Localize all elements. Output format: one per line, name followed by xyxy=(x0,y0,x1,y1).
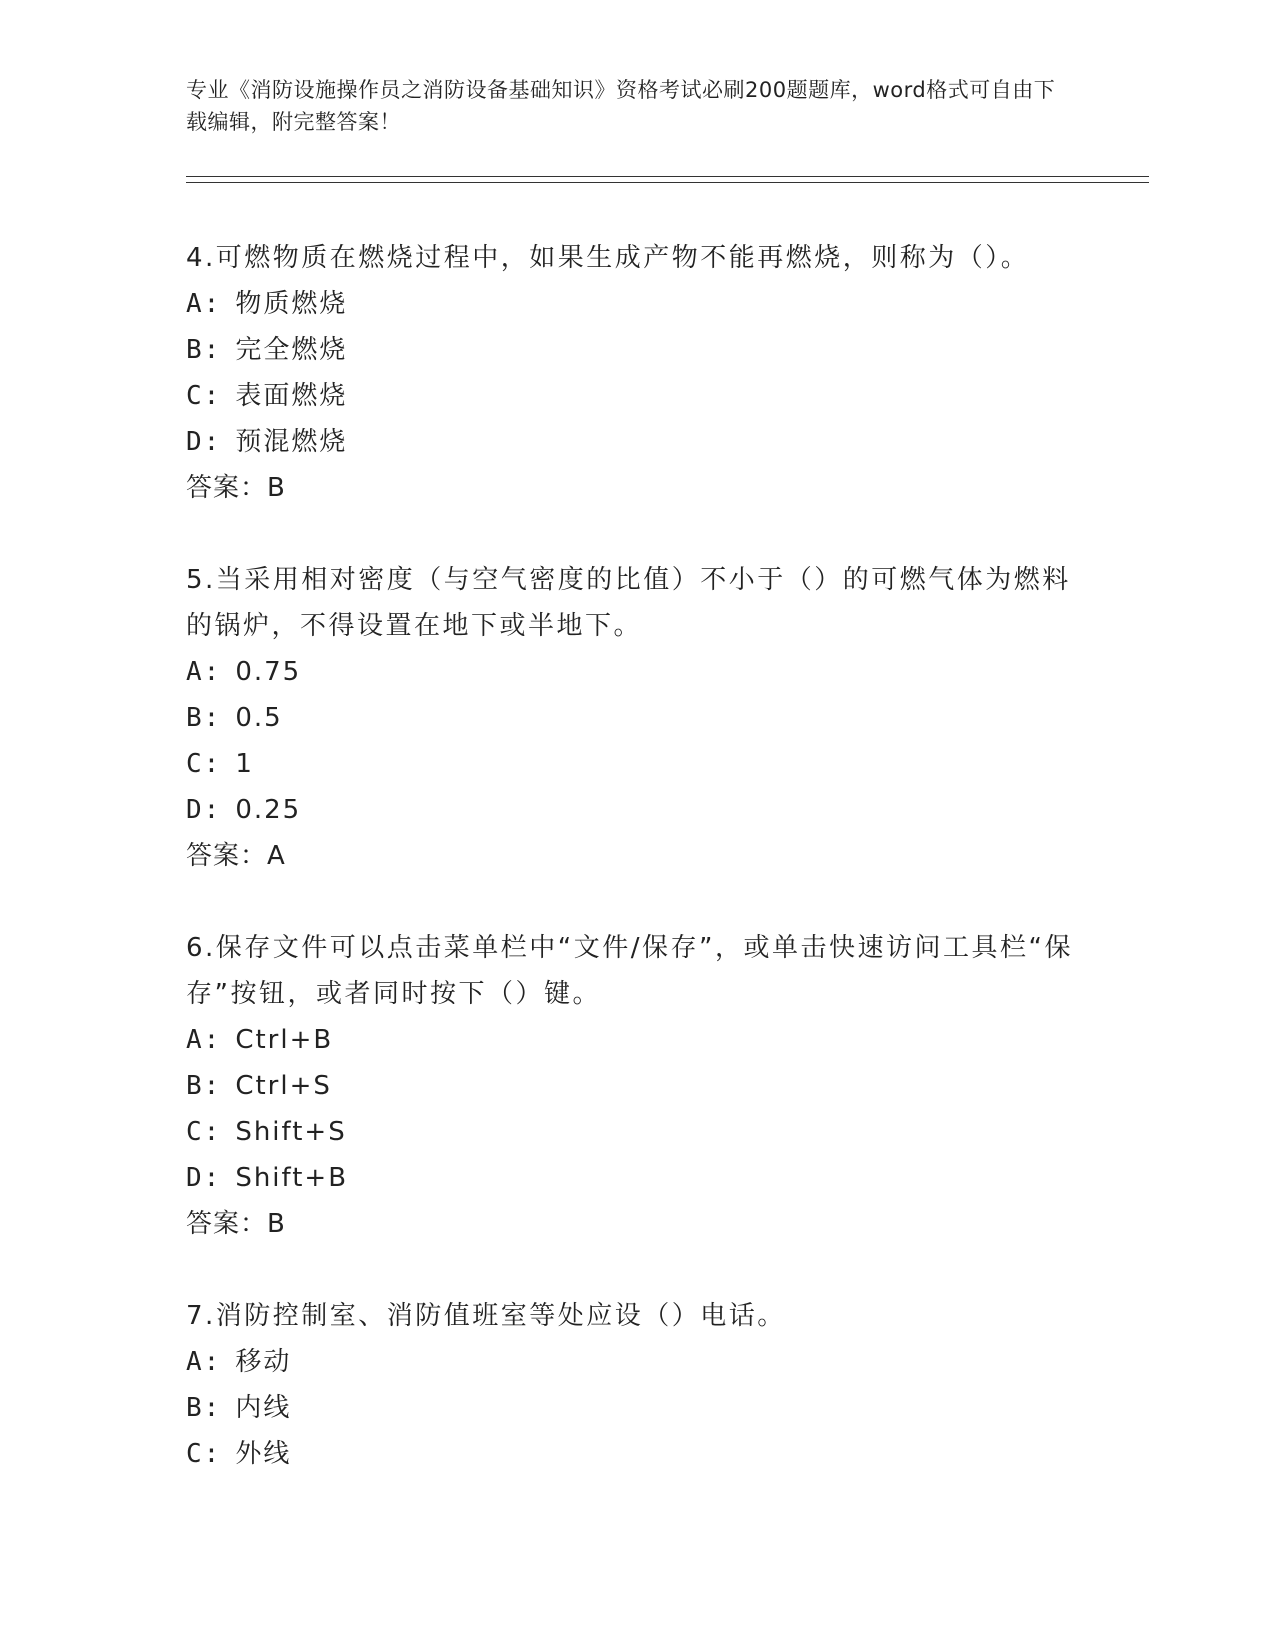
option-a xyxy=(186,1339,1086,1385)
option-letter: A: xyxy=(186,289,222,319)
option-text: Ctrl+S xyxy=(235,1071,332,1101)
option-letter: D: xyxy=(186,427,222,457)
answer-line: 答案：B xyxy=(186,1209,286,1239)
option-letter: B: xyxy=(186,703,222,733)
option-text: 移动 xyxy=(235,1347,292,1377)
option-a xyxy=(186,1017,1086,1063)
option-letter: C: xyxy=(186,381,222,411)
option-text: 内线 xyxy=(235,1393,292,1423)
question-6 xyxy=(186,925,1086,1247)
option-text: Shift+S xyxy=(235,1117,347,1147)
option-text: 1 xyxy=(235,749,254,779)
option-text: 0.75 xyxy=(235,657,302,687)
option-text: 完全燃烧 xyxy=(235,335,348,365)
option-text: 物质燃烧 xyxy=(235,289,348,319)
option-c xyxy=(186,1431,1086,1477)
option-letter: A: xyxy=(186,1025,222,1055)
question-stem: 4.可燃物质在燃烧过程中，如果生成产物不能再燃烧，则称为（）。 xyxy=(186,243,1030,273)
option-letter: C: xyxy=(186,1439,222,1469)
option-d xyxy=(186,1155,1086,1201)
option-d xyxy=(186,787,1086,833)
answer-line: 答案：A xyxy=(186,841,286,871)
option-c xyxy=(186,1109,1086,1155)
option-letter: B: xyxy=(186,335,222,365)
option-a xyxy=(186,649,1086,695)
option-text: 0.25 xyxy=(235,795,302,825)
option-letter: C: xyxy=(186,749,222,779)
option-a xyxy=(186,281,1086,327)
header-divider-bottom xyxy=(186,182,1149,183)
option-letter: C: xyxy=(186,1117,222,1147)
option-letter: B: xyxy=(186,1071,222,1101)
question-stem: 5.当采用相对密度（与空气密度的比值）不小于（）的可燃气体为燃料的锅炉，不得设置在地下或半地下。 xyxy=(186,565,1071,641)
option-letter: D: xyxy=(186,795,222,825)
option-text: Shift+B xyxy=(235,1163,349,1193)
option-c xyxy=(186,741,1086,787)
option-letter: D: xyxy=(186,1163,222,1193)
option-c xyxy=(186,373,1086,419)
question-7 xyxy=(186,1293,1086,1477)
document-header: 专业《消防设施操作员之消防设备基础知识》资格考试必刷200题题库，word格式可自由下载编辑，附完整答案！ xyxy=(186,78,1056,134)
option-b xyxy=(186,695,1086,741)
option-b xyxy=(186,1385,1086,1431)
question-5 xyxy=(186,557,1086,879)
option-text: Ctrl+B xyxy=(235,1025,334,1055)
question-stem: 7.消防控制室、消防值班室等处应设（）电话。 xyxy=(186,1301,786,1331)
option-letter: A: xyxy=(186,1347,222,1377)
question-stem: 6.保存文件可以点击菜单栏中“文件/保存”，或单击快速访问工具栏“保存”按钮，或者同时按下（）键。 xyxy=(186,933,1073,1009)
option-d xyxy=(186,419,1086,465)
option-b xyxy=(186,1063,1086,1109)
option-text: 预混燃烧 xyxy=(235,427,348,457)
question-list xyxy=(186,235,1086,1523)
question-4 xyxy=(186,235,1086,511)
option-letter: B: xyxy=(186,1393,222,1423)
option-letter: A: xyxy=(186,657,222,687)
option-text: 表面燃烧 xyxy=(235,381,348,411)
option-b xyxy=(186,327,1086,373)
option-text: 0.5 xyxy=(235,703,283,733)
header-divider-top xyxy=(186,176,1149,177)
answer-line: 答案：B xyxy=(186,473,286,503)
option-text: 外线 xyxy=(235,1439,292,1469)
